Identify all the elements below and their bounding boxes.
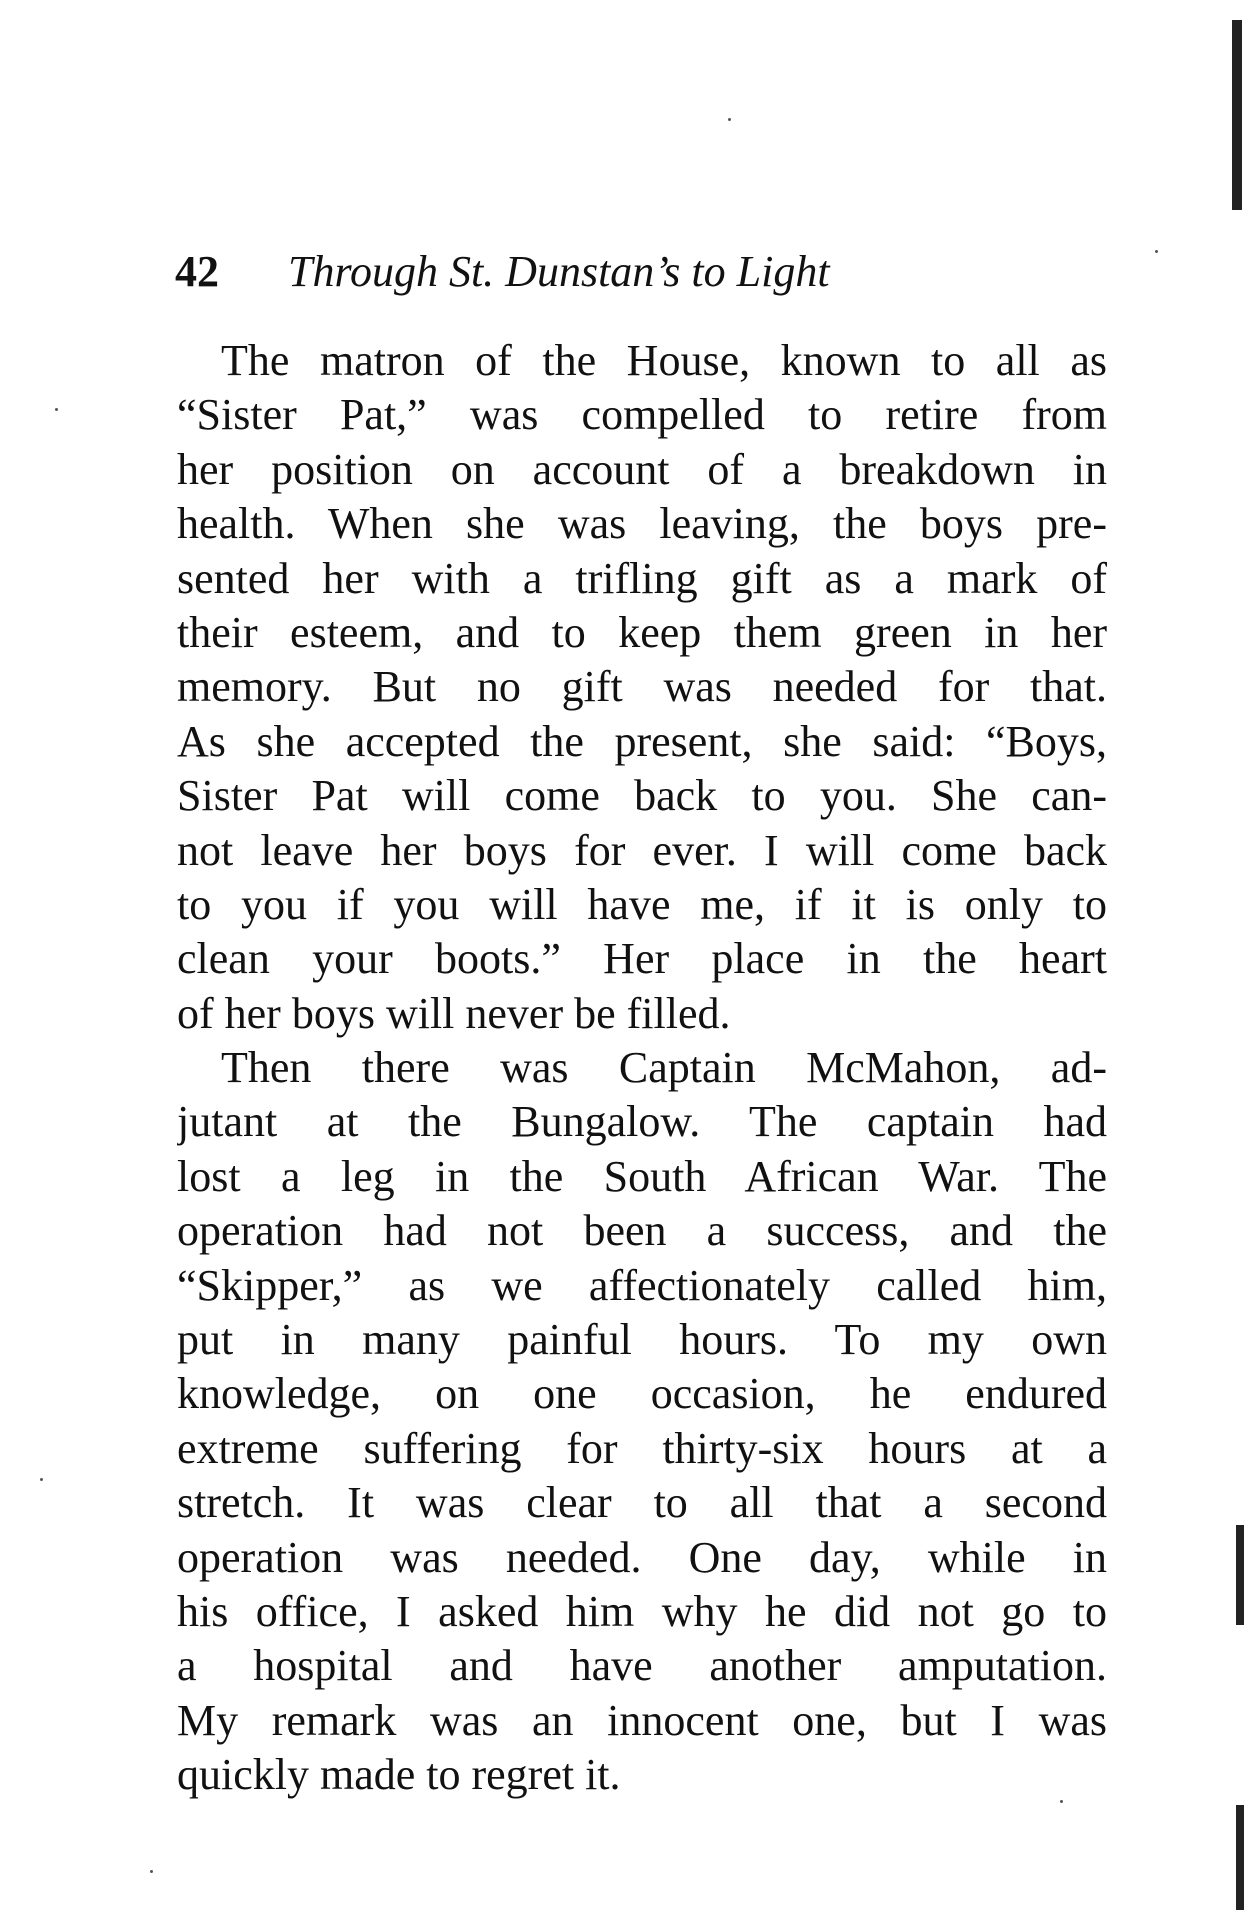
text-line: As she accepted the present, she said: “Boys, — [177, 716, 1107, 766]
text-line: stretch. It was clear to all that a second — [177, 1478, 1107, 1528]
text-line: her position on account of a breakdown in — [177, 444, 1107, 494]
text-line: sented her with a trifling gift as a mark of — [177, 553, 1107, 603]
dust-speck — [40, 1478, 43, 1481]
text-line: quickly made to regret it. — [177, 1750, 621, 1800]
dust-speck — [150, 1870, 153, 1873]
dust-speck — [728, 118, 731, 121]
dust-speck — [1060, 1800, 1063, 1803]
text-line: clean your boots.” Her place in the heart — [177, 934, 1107, 984]
body-text — [177, 334, 1107, 1803]
text-line: operation was needed. One day, while in — [177, 1532, 1107, 1582]
scan-edge-mark-top — [1232, 20, 1242, 210]
text-line: memory. But no gift was needed for that. — [177, 662, 1107, 712]
text-line: his office, I asked him why he did not go to — [177, 1586, 1107, 1636]
text-line: Sister Pat will come back to you. She can- — [177, 771, 1107, 821]
text-line: extreme suffering for thirty-six hours at a — [177, 1423, 1107, 1473]
text-line: to you if you will have me, if it is only to — [177, 879, 1107, 929]
text-line: “Sister Pat,” was compelled to retire from — [177, 390, 1107, 440]
dust-speck — [1155, 250, 1158, 253]
text-line: The matron of the House, known to all as — [221, 336, 1107, 385]
text-line: health. When she was leaving, the boys pre- — [177, 499, 1107, 549]
text-line: of her boys will never be filled. — [177, 988, 731, 1038]
scan-edge-mark-bottom — [1236, 1805, 1244, 1910]
text-line: Then there was Captain McMahon, ad- — [221, 1043, 1107, 1093]
text-line: operation had not been a success, and the — [177, 1206, 1107, 1256]
running-head — [175, 242, 1075, 302]
text-line: not leave her boys for ever. I will come back — [177, 825, 1107, 875]
text-line: knowledge, on one occasion, he endured — [177, 1369, 1107, 1419]
book-title: Through St. Dunstan’s to Light — [288, 247, 830, 296]
page-number: 42 — [175, 247, 219, 296]
dust-speck — [55, 408, 58, 411]
text-line: a hospital and have another amputation. — [177, 1641, 1107, 1691]
text-line: “Skipper,” as we affectionately called him, — [177, 1260, 1107, 1310]
text-line: lost a leg in the South African War. The — [177, 1151, 1107, 1201]
scan-edge-mark-middle — [1236, 1525, 1244, 1625]
text-line: My remark was an innocent one, but I was — [177, 1695, 1107, 1745]
text-line: jutant at the Bungalow. The captain had — [177, 1097, 1107, 1147]
text-line: their esteem, and to keep them green in her — [177, 607, 1107, 657]
text-line: put in many painful hours. To my own — [177, 1315, 1107, 1365]
